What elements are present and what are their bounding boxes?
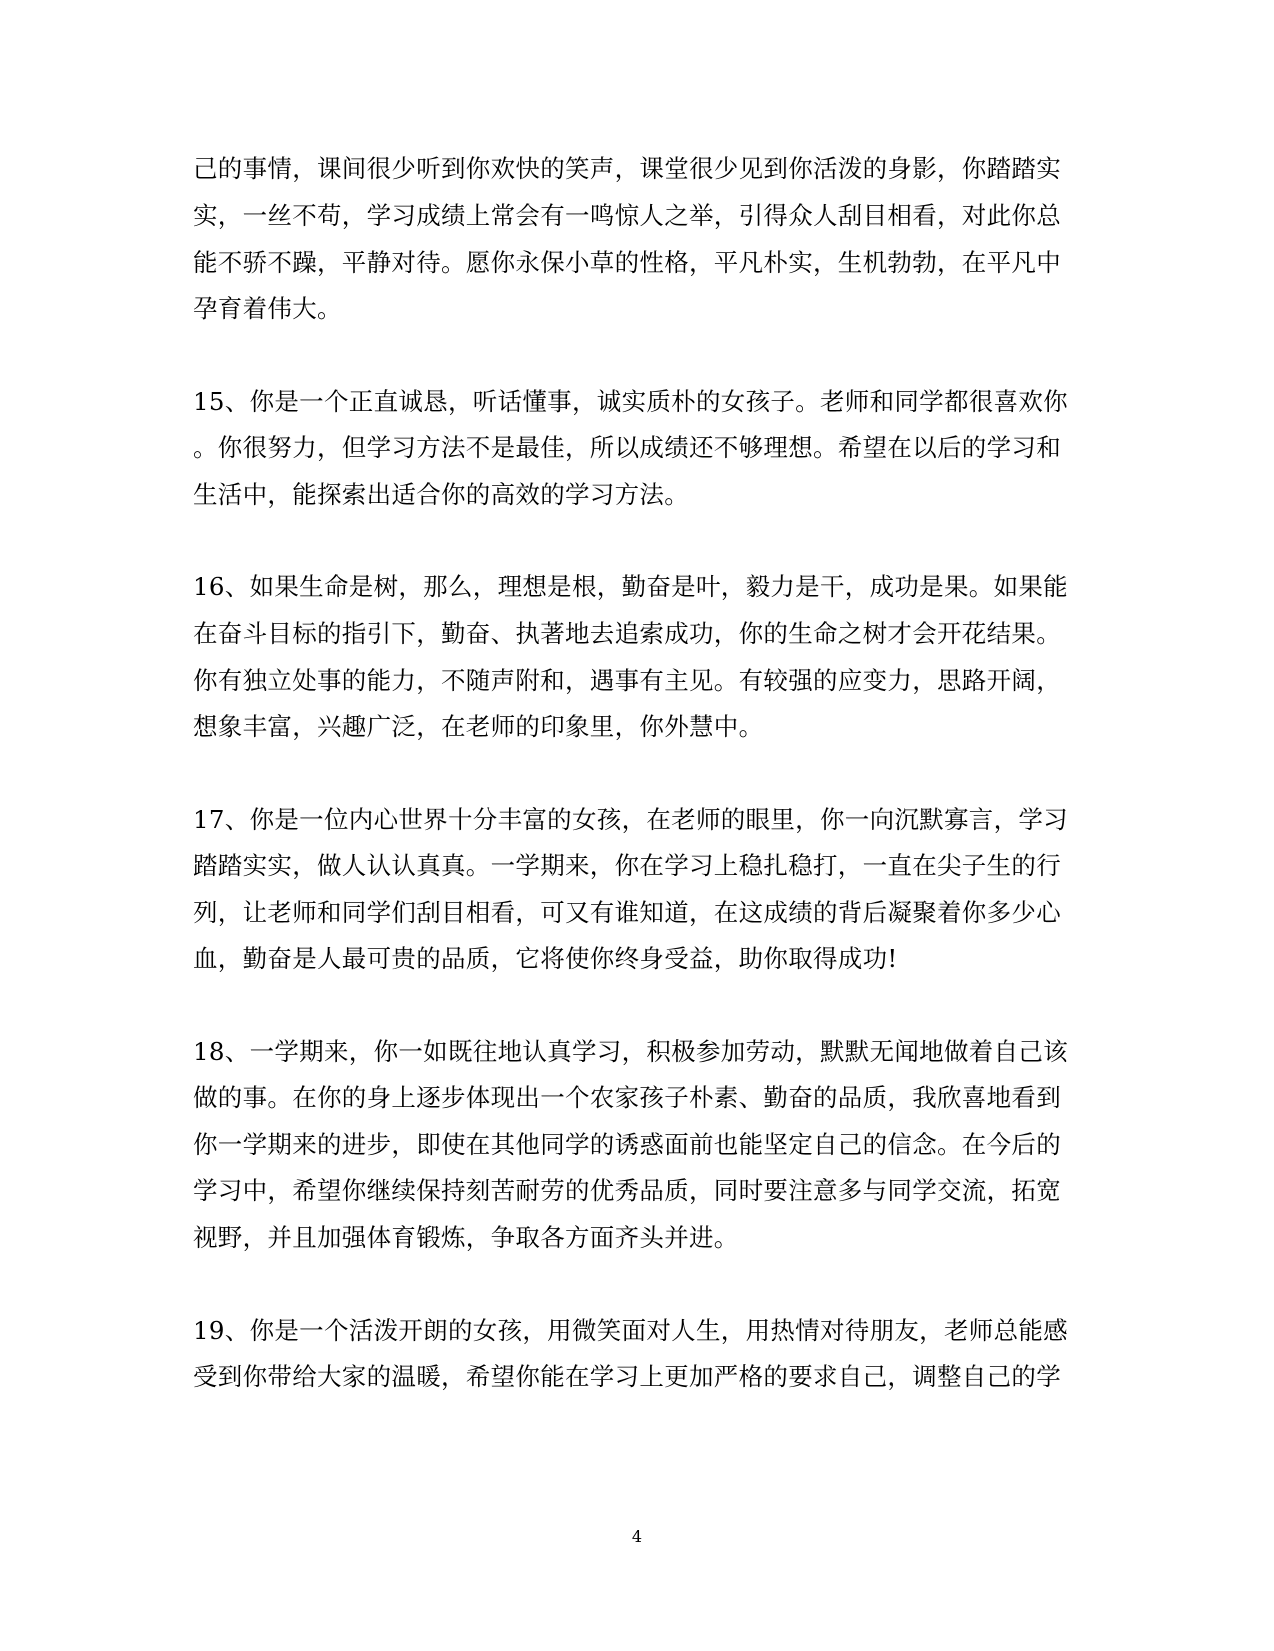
text-line: 生活中，能探索出适合你的高效的学习方法。 bbox=[193, 480, 689, 509]
text-line: 受到你带给大家的温暖，希望你能在学习上更加严格的要求自己，调整自己的学 bbox=[193, 1362, 1061, 1391]
text-line: 实，一丝不苟，学习成绩上常会有一鸣惊人之举，引得众人刮目相看，对此你总 bbox=[193, 201, 1061, 230]
text-line: 列，让老师和同学们刮目相看，可又有谁知道，在这成绩的背后凝聚着你多少心 bbox=[193, 898, 1061, 927]
text-line: 想象丰富，兴趣广泛，在老师的印象里，你外慧中。 bbox=[193, 712, 764, 741]
text-line: 17、你是一位内心世界十分丰富的女孩，在老师的眼里，你一向沉默寡言，学习 bbox=[193, 805, 1068, 834]
text-line: 19、你是一个活泼开朗的女孩，用微笑面对人生，用热情对待朋友，老师总能感 bbox=[193, 1316, 1068, 1345]
text-line: 。你很努力，但学习方法不是最佳，所以成绩还不够理想。希望在以后的学习和 bbox=[193, 433, 1061, 462]
text-line: 你有独立处事的能力，不随声附和，遇事有主见。有较强的应变力，思路开阔， bbox=[193, 666, 1061, 695]
text-line: 你一学期来的进步，即使在其他同学的诱惑面前也能坚定自己的信念。在今后的 bbox=[193, 1130, 1061, 1159]
page-number: 4 bbox=[631, 1527, 643, 1546]
text-line: 能不骄不躁，平静对待。愿你永保小草的性格，平凡朴实，生机勃勃，在平凡中 bbox=[193, 248, 1061, 277]
text-line: 18、一学期来，你一如既往地认真学习，积极参加劳动，默默无闻地做着自己该 bbox=[193, 1037, 1068, 1066]
text-line: 血，勤奋是人最可贵的品质，它将使你终身受益，助你取得成功! bbox=[193, 944, 898, 973]
text-line: 己的事情，课间很少听到你欢快的笑声，课堂很少见到你活泼的身影，你踏踏实 bbox=[193, 154, 1061, 183]
text-line: 16、如果生命是树，那么，理想是根，勤奋是叶，毅力是干，成功是果。如果能 bbox=[193, 572, 1068, 601]
text-line: 在奋斗目标的指引下，勤奋、执著地去追索成功，你的生命之树才会开花结果。 bbox=[193, 619, 1061, 648]
text-line: 视野，并且加强体育锻炼，争取各方面齐头并进。 bbox=[193, 1223, 739, 1252]
text-line: 做的事。在你的身上逐步体现出一个农家孩子朴素、勤奋的品质，我欣喜地看到 bbox=[193, 1083, 1061, 1112]
text-line: 学习中，希望你继续保持刻苦耐劳的优秀品质，同时要注意多与同学交流，拓宽 bbox=[193, 1176, 1061, 1205]
text-line: 踏踏实实，做人认认真真。一学期来，你在学习上稳扎稳打，一直在尖子生的行 bbox=[193, 851, 1061, 880]
text-line: 孕育着伟大。 bbox=[193, 294, 342, 323]
text-line: 15、你是一个正直诚恳，听话懂事，诚实质朴的女孩子。老师和同学都很喜欢你 bbox=[193, 387, 1068, 416]
